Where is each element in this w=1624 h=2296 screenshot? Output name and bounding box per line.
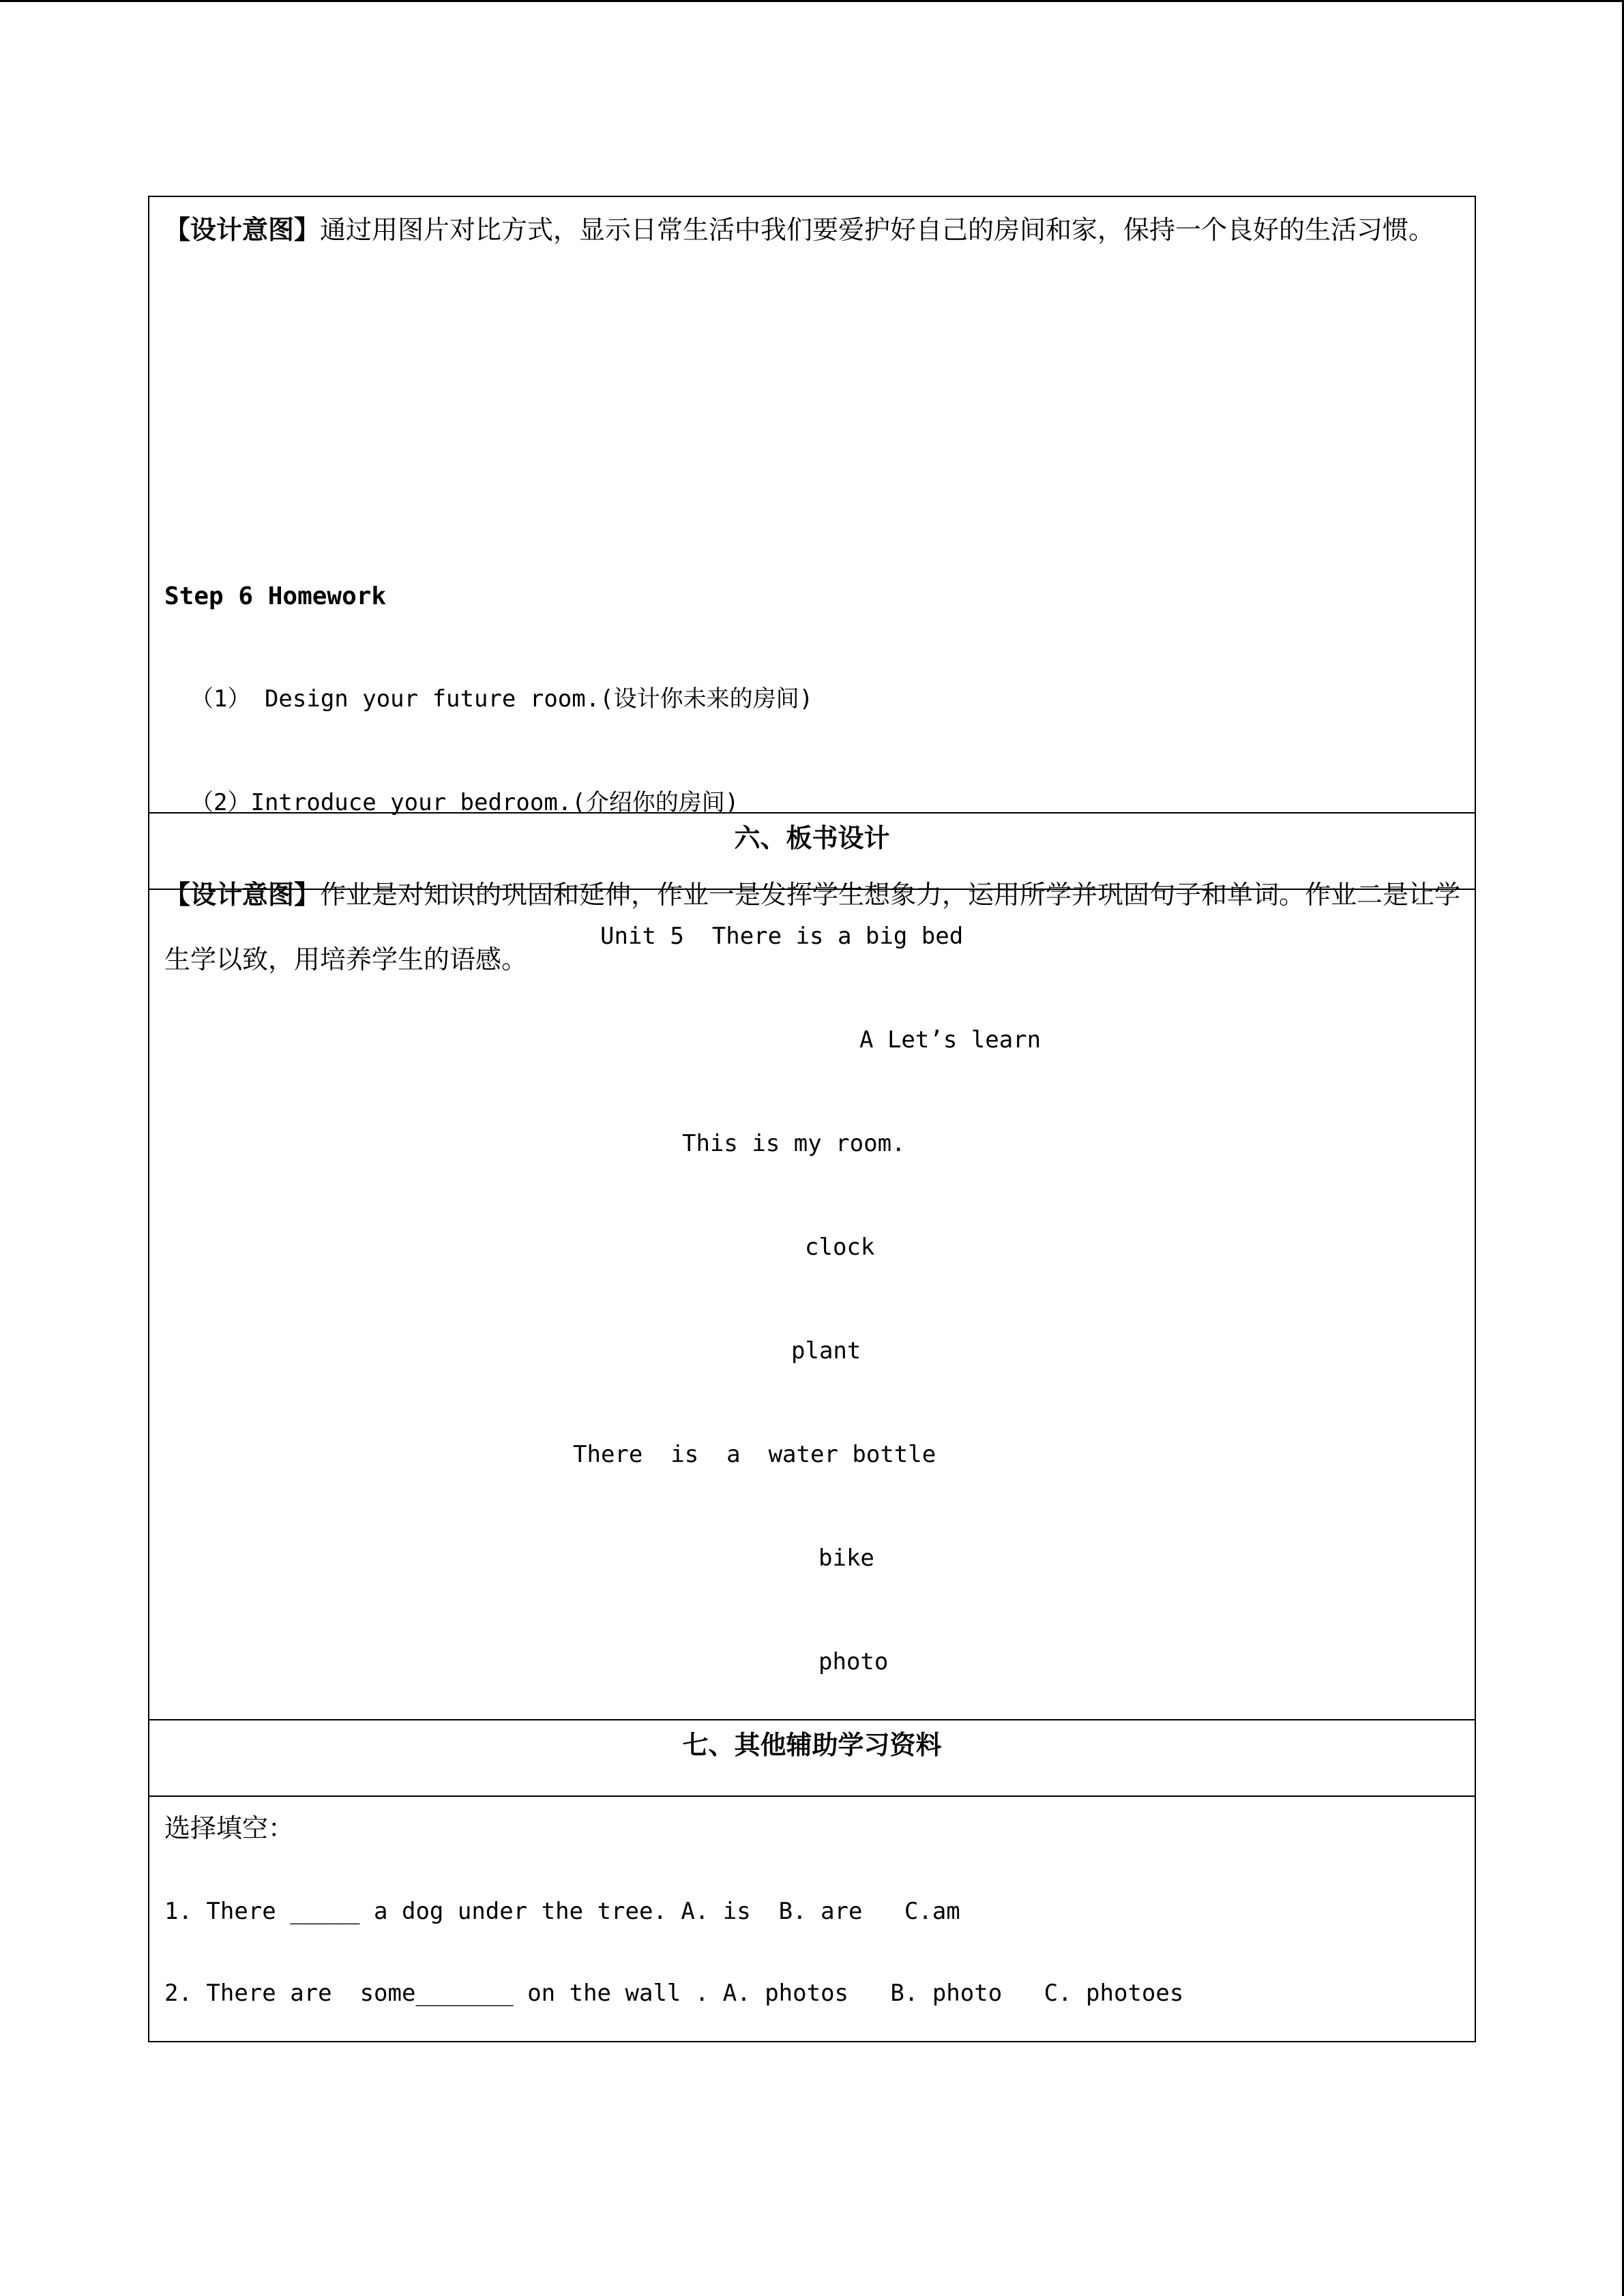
design-intent-text-1: 通过用图片对比方式，显示日常生活中我们要爱护好自己的房间和家，保持一个良好的生活习惯。 [320, 215, 1435, 245]
homework-row [149, 196, 1475, 813]
board-sentence-1: This is my room. [682, 1130, 906, 1157]
section7-heading-cell [149, 1720, 1475, 1796]
design-intent-label: 【设计意图】 [164, 214, 321, 245]
board-word-plant: plant [791, 1337, 861, 1365]
board-word-clock: clock [805, 1234, 875, 1261]
exercise-cell [149, 1796, 1475, 2042]
board-word-bike: bike [818, 1545, 874, 1572]
board-subtitle: A Let’s learn [859, 1026, 1042, 1054]
homework-item-2: （2）Introduce your bedroom.(介绍你的房间) [190, 789, 739, 816]
section6-heading: 六、板书设计 [734, 822, 890, 853]
design-intent-label-2: 【设计意图】 [164, 879, 321, 910]
lesson-plan-table [148, 196, 1476, 2042]
exercise-item-2: 2. There are some_______ on the wall . A. photos B. photo C. photoes [164, 1980, 1184, 2007]
board-sentence-2: There is a water bottle [573, 1441, 936, 1468]
section7-heading: 七、其他辅助学习资料 [682, 1729, 942, 1760]
exercise-row [149, 1796, 1475, 2042]
step6-title: Step 6 Homework [164, 582, 387, 610]
exercise-title: 选择填空： [164, 1813, 295, 1843]
design-intent-paragraph-1 [164, 197, 1462, 263]
blackboard-row [149, 889, 1475, 1720]
top-border-line [0, 0, 1624, 2]
blackboard-cell [149, 889, 1475, 1720]
design-intent-text-2: 作业是对知识的巩固和延伸，作业一是发挥学生想象力，运用所学并巩固句子和单词。作业二是让学生学以致，用培养学生的语感。 [164, 880, 1461, 974]
section7-heading-row [149, 1720, 1475, 1796]
board-unit-title: Unit 5 There is a big bed [600, 923, 964, 950]
homework-item-1: （1） Design your future room.(设计你未来的房间) [190, 685, 814, 713]
exercise-item-1: 1. There _____ a dog under the tree. A. is B. are C.am [164, 1898, 960, 1925]
board-word-photo: photo [818, 1648, 889, 1675]
